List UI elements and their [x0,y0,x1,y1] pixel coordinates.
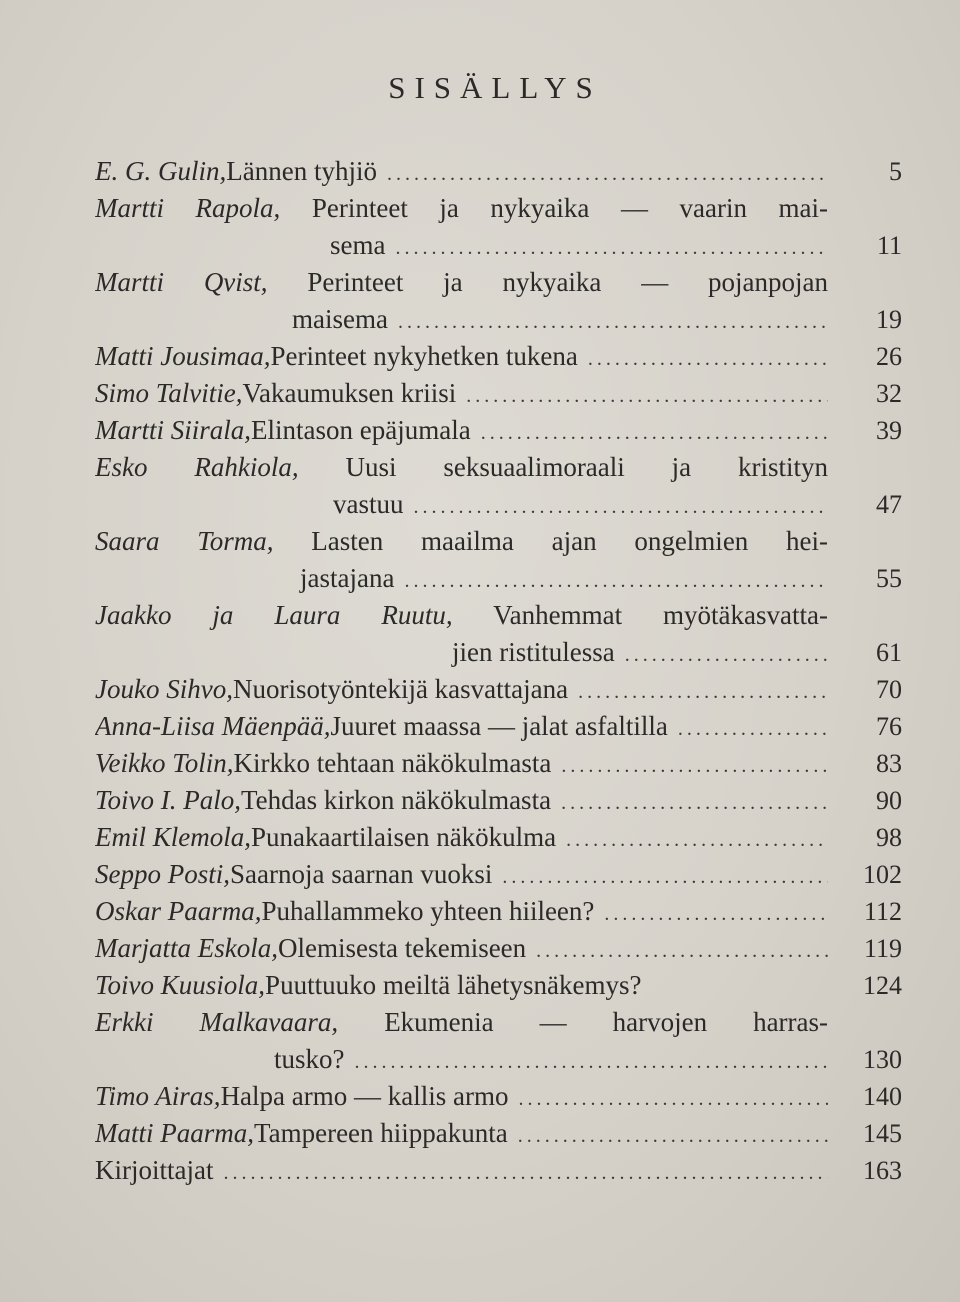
toc-author: Simo Talvitie, [95,378,243,408]
toc-entry-text [95,634,828,674]
toc-line [95,1004,905,1041]
toc-author: Martti Rapola, [95,193,281,223]
toc-title: Vakaumuksen kriisi [242,378,457,408]
dot-leader [481,415,828,452]
dot-leader [404,563,828,600]
toc-line [95,597,905,634]
toc-author: Martti Qvist, [95,267,268,297]
toc-page-number: 112 [863,897,902,926]
toc-title: Vanhemmat myötäkasvatta- [493,600,828,630]
dot-leader [223,1155,828,1192]
toc-entry-text [95,338,828,378]
dot-leader [466,378,828,415]
toc-title: Perinteet ja nykyaika — vaarin mai- [311,193,828,223]
toc-entry-text [95,227,828,267]
toc-entry[interactable] [95,671,905,708]
toc-title: Juuret maassa — jalat asfaltilla [330,711,668,741]
toc-line [95,708,905,745]
toc-title: Ekumenia — harvojen harras- [384,1007,828,1037]
dot-leader [625,637,828,674]
dot-leader [588,341,828,378]
toc-line [95,449,905,486]
toc-entry-text [95,449,828,486]
toc-entry-text [95,708,828,748]
toc-entry-text [95,597,828,634]
toc-line-continuation [95,560,905,597]
toc-page-number: 5 [889,157,902,186]
toc-title-continuation: maisema [292,304,388,334]
toc-entry[interactable] [95,930,905,967]
toc-line [95,819,905,856]
toc-author: Toivo I. Palo, [95,785,242,815]
toc-entry[interactable] [95,782,905,819]
toc-page-number: 26 [876,342,902,371]
toc-author: Jaakko ja Laura Ruutu, [95,600,453,630]
toc-entry-text [95,930,828,970]
toc-entry-text [95,745,828,785]
toc-entry[interactable] [95,449,905,523]
toc-line [95,930,905,967]
toc-entry-text [95,893,828,933]
toc-line-continuation [95,1041,905,1078]
toc-page-number: 47 [876,490,902,519]
toc-entry[interactable] [95,1078,905,1115]
toc-entry-text [95,153,828,193]
toc-entry-text [95,264,828,301]
toc-entry-text [95,782,828,822]
toc-title: Puhallammeko yhteen hiileen? [261,896,595,926]
toc-title: Puuttuuko meiltä lähetysnäkemys? [265,970,642,1000]
toc-line [95,190,905,227]
toc-entry[interactable] [95,856,905,893]
toc-author: Esko Rahkiola, [95,452,299,482]
toc-title: Lännen tyhjiö [226,156,377,186]
toc-page-number: 61 [876,638,902,667]
toc-page-number: 124 [863,971,902,1000]
toc-entry-text [95,301,828,341]
toc-page-number: 90 [876,786,902,815]
toc-title-continuation: jastajana [300,563,395,593]
toc-author: E. G. Gulin, [95,156,227,186]
dot-leader [387,156,828,193]
toc-entry[interactable] [95,153,905,190]
table-of-contents [95,153,905,1189]
toc-author: Jouko Sihvo, [95,674,233,704]
dot-leader [518,1118,828,1155]
toc-entry-text [95,486,828,526]
toc-entry-text [95,190,828,227]
toc-entry-text [95,1041,828,1081]
toc-line [95,1115,905,1152]
toc-entry[interactable] [95,597,905,671]
toc-title: Elintason epäjumala [251,415,471,445]
toc-page-number: 130 [863,1045,902,1074]
toc-line [95,412,905,449]
dot-leader [398,304,828,341]
toc-line-continuation [95,486,905,523]
dot-leader [578,674,828,711]
toc-entry-text [95,671,828,711]
toc-author: Emil Klemola, [95,822,251,852]
toc-entry-text [95,1115,828,1155]
toc-entry-text [95,1078,828,1118]
toc-line [95,375,905,412]
toc-author: Veikko Tolin, [95,748,234,778]
toc-author: Toivo Kuusiola, [95,970,266,1000]
toc-entry[interactable] [95,1004,905,1078]
toc-entry[interactable] [95,523,905,597]
toc-title: Saarnoja saarnan vuoksi [230,859,493,889]
toc-author: Marjatta Eskola, [95,933,278,963]
toc-title: Tampereen hiippakunta [254,1118,508,1148]
dot-leader [355,1044,829,1081]
toc-title-continuation: jien ristitulessa [452,637,615,667]
toc-title-continuation: sema [330,230,386,260]
toc-page-number: 98 [876,823,902,852]
page-title: SISÄLLYS [388,70,602,105]
toc-line [95,338,905,375]
toc-page-number: 19 [876,305,902,334]
dot-leader [395,230,828,267]
toc-entry[interactable] [95,375,905,412]
toc-author: Oskar Paarma, [95,896,262,926]
toc-author: Matti Jousimaa, [95,341,271,371]
toc-line [95,1078,905,1115]
toc-title: Punakaartilaisen näkökulma [251,822,557,852]
toc-page-number: 39 [876,416,902,445]
toc-entry[interactable] [95,412,905,449]
toc-entry-text [95,1152,828,1192]
toc-author: Matti Paarma, [95,1118,254,1148]
toc-entry[interactable] [95,1152,905,1189]
toc-entry-text [95,819,828,859]
toc-line [95,782,905,819]
toc-author: Saara Torma, [95,526,274,556]
toc-title: Kirkko tehtaan näkökulmasta [233,748,552,778]
toc-title: Tehdas kirkon näkökulmasta [241,785,552,815]
toc-entry[interactable] [95,264,905,338]
toc-entry-text [95,375,828,415]
toc-page-number: 145 [863,1119,902,1148]
toc-author: Martti Siirala, [95,415,252,445]
dot-leader [536,933,828,970]
toc-title: Perinteet nykyhetken tukena [270,341,578,371]
dot-leader [414,489,829,526]
toc-title-continuation: vastuu [333,489,404,519]
toc-entry[interactable] [95,967,905,1004]
dot-leader [604,896,828,933]
toc-entry-text [95,412,828,452]
toc-page-number: 11 [876,231,902,260]
toc-title-continuation: tusko? [274,1044,345,1074]
toc-page-number: 163 [863,1156,902,1185]
toc-entry-text [95,967,828,1004]
toc-page-number: 55 [876,564,902,593]
toc-entry-text [95,560,828,600]
toc-line [95,671,905,708]
toc-entry[interactable] [95,338,905,375]
dot-leader [502,859,828,896]
toc-title: Olemisesta tekemiseen [278,933,527,963]
toc-entry-text [95,523,828,560]
toc-line [95,264,905,301]
toc-line [95,1152,905,1189]
toc-entry-text [95,856,828,896]
toc-page-number: 83 [876,749,902,778]
toc-entry[interactable] [95,708,905,745]
dot-leader [561,748,828,785]
toc-line [95,153,905,190]
toc-line [95,745,905,782]
toc-page-number: 119 [863,934,902,963]
toc-title: Perinteet ja nykyaika — pojanpojan [307,267,828,297]
toc-page-number: 70 [876,675,902,704]
toc-page-number: 140 [863,1082,902,1111]
toc-entry[interactable] [95,819,905,856]
toc-entry[interactable] [95,190,905,264]
toc-entry[interactable] [95,745,905,782]
toc-title: Kirjoittajat [95,1155,214,1185]
toc-title: Nuorisotyöntekijä kasvattajana [232,674,569,704]
toc-page-number: 32 [876,379,902,408]
dot-leader [561,785,828,822]
toc-title: Lasten maailma ajan ongelmien hei- [311,526,828,556]
toc-entry[interactable] [95,1115,905,1152]
toc-author: Erkki Malkavaara, [95,1007,339,1037]
toc-page-number: 76 [876,712,902,741]
dot-leader [566,822,828,859]
dot-leader [518,1081,828,1118]
toc-line [95,523,905,560]
toc-line-continuation [95,227,905,264]
toc-entry[interactable] [95,893,905,930]
dot-leader [678,711,828,748]
toc-line [95,893,905,930]
toc-line-continuation [95,301,905,338]
toc-author: Seppo Posti, [95,859,230,889]
toc-title: Uusi seksuaalimoraali ja kristityn [345,452,828,482]
toc-author: Anna-Liisa Mäenpää, [95,711,331,741]
toc-line [95,967,905,1004]
toc-entry-text [95,1004,828,1041]
toc-page-number: 102 [863,860,902,889]
toc-title: Halpa armo — kallis armo [220,1081,509,1111]
toc-line-continuation [95,634,905,671]
toc-line [95,856,905,893]
toc-author: Timo Airas, [95,1081,221,1111]
